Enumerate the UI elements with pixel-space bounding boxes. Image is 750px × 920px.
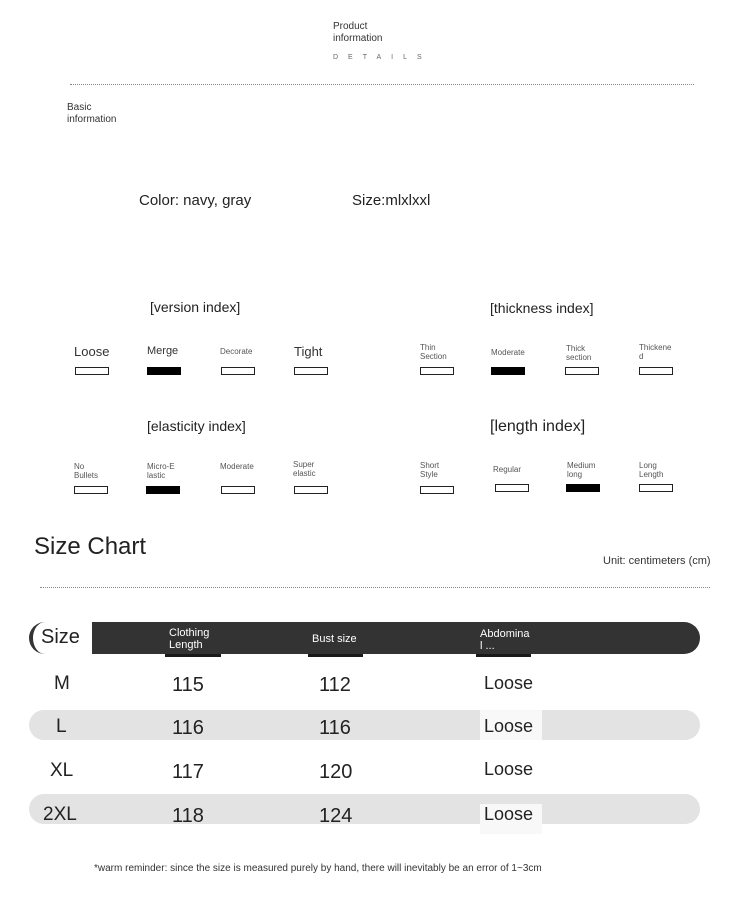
- product-info-title-line2: information: [333, 33, 383, 44]
- table-row-bust: 124: [319, 805, 353, 827]
- table-row-length: 117: [172, 761, 204, 783]
- row-stripe-l: [29, 710, 700, 740]
- unit-label: Unit: centimeters (cm): [603, 555, 711, 567]
- version-box-decorate: [221, 367, 255, 375]
- elasticity-option-micro: Micro-Elastic: [147, 462, 175, 480]
- elasticity-box-super: [294, 486, 328, 494]
- color-attribute: Color: navy, gray: [139, 192, 252, 209]
- bust-header-underline: [308, 654, 363, 657]
- table-row-size: L: [56, 716, 67, 737]
- version-option-merge: Merge: [147, 345, 179, 357]
- length-option-long: Long Length: [639, 461, 664, 479]
- size-attribute: Size:mlxlxxl: [352, 192, 431, 209]
- thickness-option-thick: Thick section: [566, 344, 592, 362]
- size-column-header: Size: [41, 626, 80, 648]
- table-row-bust: 116: [319, 717, 351, 739]
- version-box-merge: [147, 367, 181, 375]
- product-info-title-line1: Product: [333, 21, 368, 32]
- length-option-medium: Medium long: [567, 461, 596, 479]
- thickness-box-thin: [420, 367, 454, 375]
- table-row-size: M: [54, 673, 70, 694]
- table-row-abdominal: Loose: [484, 673, 534, 693]
- header-divider: [70, 84, 694, 85]
- table-row-bust: 120: [319, 761, 353, 783]
- table-row-abdominal: Loose: [484, 804, 534, 824]
- elasticity-option-moderate: Moderate: [220, 462, 254, 471]
- length-index-title: [length index]: [490, 418, 586, 435]
- table-row-length: 116: [172, 717, 204, 739]
- thickness-box-thick: [565, 367, 599, 375]
- elasticity-option-super: Super elastic: [293, 460, 316, 478]
- version-option-tight: Tight: [294, 344, 323, 359]
- table-row-abdominal: Loose: [484, 759, 534, 779]
- table-row-length: 118: [172, 805, 204, 827]
- table-row-size: 2XL: [43, 804, 77, 825]
- length-header-underline: [165, 654, 221, 657]
- version-index-title: [version index]: [150, 299, 241, 315]
- size-chart-title: Size Chart: [34, 533, 147, 560]
- length-option-short: Short Style: [420, 461, 440, 479]
- warm-reminder: *warm reminder: since the size is measured purely by hand, there will inevitably be an error of 1~3cm: [94, 863, 542, 874]
- thickness-index-title: [thickness index]: [490, 300, 594, 316]
- version-option-decorate: Decorate: [220, 347, 253, 356]
- length-box-long: [639, 484, 673, 492]
- thickness-option-thin: Thin Section: [420, 343, 447, 361]
- thickness-box-moderate: [491, 367, 525, 375]
- abdominal-column-header: Abdominal ...: [480, 628, 530, 652]
- table-row-bust: 112: [319, 674, 351, 696]
- thickness-box-thickened: [639, 367, 673, 375]
- length-box-regular: [495, 484, 529, 492]
- table-row-length: 115: [172, 674, 204, 696]
- length-box-medium: [566, 484, 600, 492]
- bust-column-header: Bust size: [312, 633, 357, 645]
- elasticity-box-micro: [146, 486, 180, 494]
- length-box-short: [420, 486, 454, 494]
- details-subtitle: DETAILS: [333, 54, 432, 61]
- length-option-regular: Regular: [493, 465, 522, 474]
- version-box-loose: [75, 367, 109, 375]
- elasticity-box-none: [74, 486, 108, 494]
- chart-divider: [40, 587, 710, 588]
- thickness-option-thickened: Thickened: [639, 343, 672, 361]
- elasticity-option-none: No Bullets: [74, 462, 99, 480]
- table-row-size: XL: [50, 760, 74, 781]
- row-stripe-2xl: [29, 794, 700, 824]
- basic-info-line1: Basic: [67, 102, 92, 113]
- elasticity-box-moderate: [221, 486, 255, 494]
- thickness-option-moderate: Moderate: [491, 348, 525, 357]
- basic-info-line2: information: [67, 114, 117, 125]
- elasticity-index-title: [elasticity index]: [147, 418, 246, 434]
- basic-info-title: [67, 102, 116, 126]
- version-option-loose: Loose: [74, 344, 110, 359]
- table-row-abdominal: Loose: [484, 716, 534, 736]
- product-info-title: [333, 21, 382, 45]
- version-box-tight: [294, 367, 328, 375]
- abdominal-header-underline: [476, 654, 531, 657]
- length-column-header: Clothing Length: [169, 627, 210, 651]
